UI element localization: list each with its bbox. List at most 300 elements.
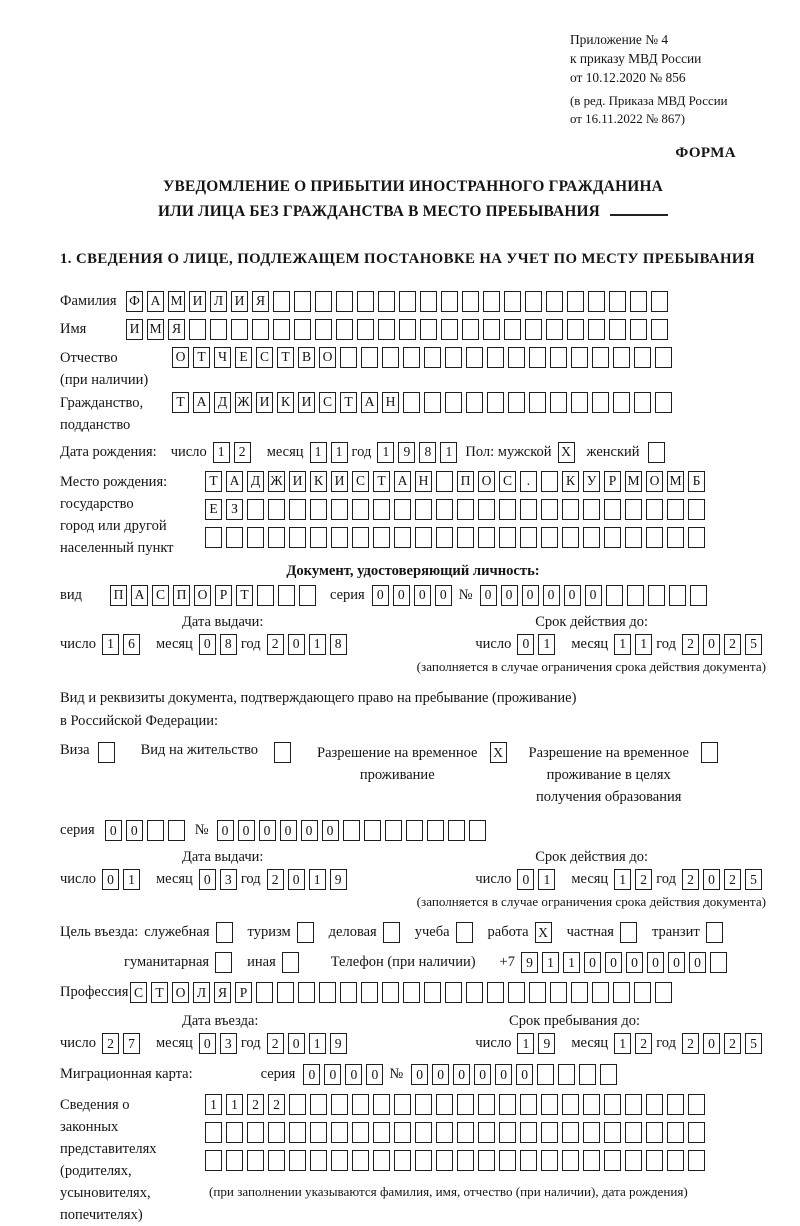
char-cell[interactable] [394,527,411,548]
char-cell[interactable] [445,392,462,413]
char-cell[interactable]: 0 [480,585,497,606]
char-cell[interactable]: 0 [105,820,122,841]
char-cell[interactable]: Ч [214,347,231,368]
char-cell[interactable] [394,1150,411,1171]
char-cell[interactable] [415,1094,432,1115]
char-cell[interactable] [525,319,542,340]
char-cell[interactable]: К [562,471,579,492]
char-cell[interactable] [420,291,437,312]
char-cell[interactable] [537,1064,554,1085]
char-cell[interactable] [289,499,306,520]
char-cell[interactable] [436,1122,453,1143]
char-cell[interactable]: В [298,347,315,368]
char-cell[interactable]: 2 [267,1033,284,1054]
char-cell[interactable]: 2 [635,869,652,890]
char-cell[interactable] [415,527,432,548]
char-cell[interactable] [336,291,353,312]
char-cell[interactable] [403,347,420,368]
char-cell[interactable]: И [331,471,348,492]
char-cell[interactable] [403,392,420,413]
char-cell[interactable] [373,499,390,520]
char-cell[interactable] [648,442,665,463]
char-cell[interactable] [646,527,663,548]
char-cell[interactable] [189,319,206,340]
char-cell[interactable] [648,585,665,606]
char-cell[interactable]: 0 [102,869,119,890]
char-cell[interactable] [382,347,399,368]
char-cell[interactable] [504,319,521,340]
char-cell[interactable] [529,347,546,368]
char-cell[interactable] [546,319,563,340]
char-cell[interactable]: 0 [366,1064,383,1085]
char-cell[interactable] [583,1094,600,1115]
char-cell[interactable] [504,291,521,312]
char-cell[interactable] [562,1122,579,1143]
char-cell[interactable] [604,1150,621,1171]
char-cell[interactable] [558,1064,575,1085]
char-cell[interactable] [268,527,285,548]
char-cell[interactable]: Б [688,471,705,492]
char-cell[interactable] [205,1150,222,1171]
char-cell[interactable]: 1 [614,869,631,890]
char-cell[interactable]: 0 [217,820,234,841]
char-cell[interactable]: 1 [440,442,457,463]
char-cell[interactable]: Т [193,347,210,368]
char-cell[interactable] [487,392,504,413]
char-cell[interactable]: И [256,392,273,413]
char-cell[interactable] [247,1122,264,1143]
char-cell[interactable]: И [189,291,206,312]
char-cell[interactable] [205,1122,222,1143]
char-cell[interactable] [588,291,605,312]
char-cell[interactable] [331,1122,348,1143]
char-cell[interactable] [520,1094,537,1115]
char-cell[interactable] [571,982,588,1003]
char-cell[interactable] [541,1122,558,1143]
char-cell[interactable] [562,1094,579,1115]
char-cell[interactable] [508,392,525,413]
char-cell[interactable] [403,982,420,1003]
char-cell[interactable] [667,499,684,520]
char-cell[interactable]: Е [235,347,252,368]
char-cell[interactable]: 8 [220,634,237,655]
char-cell[interactable] [690,585,707,606]
char-cell[interactable] [147,820,164,841]
char-cell[interactable] [415,1150,432,1171]
char-cell[interactable]: 0 [585,585,602,606]
char-cell[interactable] [466,982,483,1003]
char-cell[interactable] [634,392,651,413]
char-cell[interactable] [310,527,327,548]
char-cell[interactable]: 3 [220,869,237,890]
char-cell[interactable]: 9 [398,442,415,463]
char-cell[interactable]: 0 [703,634,720,655]
char-cell[interactable]: И [289,471,306,492]
char-cell[interactable] [646,1122,663,1143]
char-cell[interactable]: Ф [126,291,143,312]
char-cell[interactable] [651,291,668,312]
char-cell[interactable]: С [256,347,273,368]
char-cell[interactable] [436,1150,453,1171]
char-cell[interactable]: 1 [309,1033,326,1054]
char-cell[interactable] [579,1064,596,1085]
char-cell[interactable]: 1 [226,1094,243,1115]
char-cell[interactable] [331,499,348,520]
char-cell[interactable]: 0 [522,585,539,606]
char-cell[interactable] [508,347,525,368]
char-cell[interactable]: С [319,392,336,413]
char-cell[interactable]: 0 [288,869,305,890]
char-cell[interactable]: 1 [538,869,555,890]
char-cell[interactable]: 0 [303,1064,320,1085]
char-cell[interactable] [627,585,644,606]
char-cell[interactable]: 1 [102,634,119,655]
char-cell[interactable]: 6 [123,634,140,655]
char-cell[interactable]: З [226,499,243,520]
char-cell[interactable]: 0 [703,869,720,890]
char-cell[interactable]: 0 [703,1033,720,1054]
char-cell[interactable] [268,1150,285,1171]
char-cell[interactable]: Т [236,585,253,606]
char-cell[interactable]: 0 [668,952,685,973]
char-cell[interactable] [226,1122,243,1143]
char-cell[interactable] [361,347,378,368]
char-cell[interactable]: 2 [635,1033,652,1054]
char-cell[interactable]: 0 [322,820,339,841]
char-cell[interactable]: 0 [393,585,410,606]
char-cell[interactable] [441,291,458,312]
char-cell[interactable] [508,982,525,1003]
char-cell[interactable]: 5 [745,869,762,890]
char-cell[interactable]: Н [382,392,399,413]
char-cell[interactable] [373,1094,390,1115]
char-cell[interactable]: 0 [543,585,560,606]
char-cell[interactable] [499,527,516,548]
char-cell[interactable] [541,527,558,548]
char-cell[interactable] [710,952,727,973]
char-cell[interactable]: 3 [220,1033,237,1054]
char-cell[interactable]: 2 [267,869,284,890]
char-cell[interactable] [583,499,600,520]
char-cell[interactable]: 0 [516,1064,533,1085]
char-cell[interactable]: Ж [235,392,252,413]
char-cell[interactable]: Я [168,319,185,340]
char-cell[interactable] [424,347,441,368]
char-cell[interactable] [604,1094,621,1115]
char-cell[interactable] [315,291,332,312]
char-cell[interactable]: Т [277,347,294,368]
char-cell[interactable] [541,499,558,520]
char-cell[interactable]: Ж [268,471,285,492]
char-cell[interactable] [529,982,546,1003]
char-cell[interactable] [583,1150,600,1171]
char-cell[interactable]: Н [415,471,432,492]
char-cell[interactable]: Р [604,471,621,492]
char-cell[interactable]: А [361,392,378,413]
char-cell[interactable]: 2 [234,442,251,463]
char-cell[interactable] [385,820,402,841]
char-cell[interactable] [457,1094,474,1115]
char-cell[interactable]: 0 [199,1033,216,1054]
char-cell[interactable] [520,499,537,520]
char-cell[interactable]: 8 [330,634,347,655]
char-cell[interactable] [625,499,642,520]
char-cell[interactable]: Л [210,291,227,312]
char-cell[interactable] [609,291,626,312]
char-cell[interactable] [98,742,115,763]
char-cell[interactable] [256,982,273,1003]
char-cell[interactable]: 0 [199,634,216,655]
char-cell[interactable]: А [193,392,210,413]
char-cell[interactable]: 0 [435,585,452,606]
char-cell[interactable] [294,319,311,340]
char-cell[interactable] [487,982,504,1003]
char-cell[interactable] [457,1122,474,1143]
char-cell[interactable] [436,471,453,492]
char-cell[interactable] [604,499,621,520]
char-cell[interactable] [567,319,584,340]
char-cell[interactable] [483,291,500,312]
char-cell[interactable] [278,585,295,606]
char-cell[interactable]: 0 [414,585,431,606]
char-cell[interactable] [567,291,584,312]
char-cell[interactable] [478,499,495,520]
char-cell[interactable]: О [478,471,495,492]
char-cell[interactable]: П [110,585,127,606]
char-cell[interactable] [625,1094,642,1115]
char-cell[interactable]: А [394,471,411,492]
char-cell[interactable] [268,499,285,520]
char-cell[interactable] [620,922,637,943]
char-cell[interactable] [613,347,630,368]
char-cell[interactable] [298,982,315,1003]
char-cell[interactable] [205,527,222,548]
char-cell[interactable] [445,347,462,368]
char-cell[interactable] [336,319,353,340]
char-cell[interactable] [420,319,437,340]
char-cell[interactable] [436,1094,453,1115]
char-cell[interactable]: 9 [330,1033,347,1054]
char-cell[interactable] [399,291,416,312]
char-cell[interactable] [688,1094,705,1115]
char-cell[interactable] [331,1094,348,1115]
char-cell[interactable] [216,922,233,943]
char-cell[interactable] [487,347,504,368]
char-cell[interactable]: М [625,471,642,492]
char-cell[interactable] [478,1122,495,1143]
char-cell[interactable] [541,471,558,492]
char-cell[interactable] [168,820,185,841]
char-cell[interactable] [226,527,243,548]
char-cell[interactable]: 2 [724,634,741,655]
char-cell[interactable]: 2 [682,634,699,655]
char-cell[interactable] [541,1094,558,1115]
char-cell[interactable]: А [147,291,164,312]
char-cell[interactable]: 5 [745,1033,762,1054]
char-cell[interactable] [457,1150,474,1171]
char-cell[interactable]: 0 [564,585,581,606]
char-cell[interactable]: У [583,471,600,492]
char-cell[interactable] [483,319,500,340]
char-cell[interactable]: Р [235,982,252,1003]
char-cell[interactable]: Т [172,392,189,413]
char-cell[interactable]: 1 [538,634,555,655]
char-cell[interactable] [247,1150,264,1171]
char-cell[interactable] [273,319,290,340]
char-cell[interactable] [274,742,291,763]
char-cell[interactable] [315,319,332,340]
char-cell[interactable]: Р [215,585,232,606]
char-cell[interactable]: С [130,982,147,1003]
char-cell[interactable] [634,982,651,1003]
char-cell[interactable] [340,982,357,1003]
char-cell[interactable]: 1 [563,952,580,973]
char-cell[interactable] [625,1122,642,1143]
char-cell[interactable] [609,319,626,340]
char-cell[interactable]: 1 [614,1033,631,1054]
char-cell[interactable] [550,982,567,1003]
char-cell[interactable]: Т [205,471,222,492]
char-cell[interactable]: 1 [310,442,327,463]
char-cell[interactable] [319,982,336,1003]
char-cell[interactable] [277,982,294,1003]
char-cell[interactable] [562,527,579,548]
char-cell[interactable] [352,1150,369,1171]
char-cell[interactable] [546,291,563,312]
char-cell[interactable] [273,291,290,312]
char-cell[interactable] [625,1150,642,1171]
char-cell[interactable] [630,319,647,340]
char-cell[interactable]: С [352,471,369,492]
char-cell[interactable] [525,291,542,312]
char-cell[interactable]: 2 [247,1094,264,1115]
char-cell[interactable] [394,499,411,520]
char-cell[interactable]: Я [214,982,231,1003]
char-cell[interactable]: С [499,471,516,492]
char-cell[interactable] [289,527,306,548]
char-cell[interactable] [394,1122,411,1143]
char-cell[interactable] [331,1150,348,1171]
char-cell[interactable] [688,1150,705,1171]
char-cell[interactable] [613,982,630,1003]
char-cell[interactable]: 2 [724,1033,741,1054]
char-cell[interactable]: X [558,442,575,463]
char-cell[interactable] [373,527,390,548]
char-cell[interactable] [257,585,274,606]
char-cell[interactable] [478,1150,495,1171]
char-cell[interactable]: 9 [521,952,538,973]
char-cell[interactable] [394,1094,411,1115]
char-cell[interactable] [592,392,609,413]
char-cell[interactable]: 0 [495,1064,512,1085]
char-cell[interactable] [352,1094,369,1115]
char-cell[interactable]: П [457,471,474,492]
char-cell[interactable] [352,527,369,548]
char-cell[interactable] [604,527,621,548]
char-cell[interactable]: П [173,585,190,606]
char-cell[interactable] [520,527,537,548]
char-cell[interactable] [701,742,718,763]
char-cell[interactable] [499,1150,516,1171]
char-cell[interactable] [297,922,314,943]
char-cell[interactable]: К [277,392,294,413]
char-cell[interactable] [427,820,444,841]
char-cell[interactable]: 7 [123,1033,140,1054]
char-cell[interactable] [299,585,316,606]
char-cell[interactable] [352,1122,369,1143]
char-cell[interactable]: 1 [635,634,652,655]
char-cell[interactable] [352,499,369,520]
char-cell[interactable] [583,527,600,548]
char-cell[interactable]: Д [247,471,264,492]
char-cell[interactable] [378,319,395,340]
char-cell[interactable]: 0 [238,820,255,841]
char-cell[interactable] [499,1122,516,1143]
char-cell[interactable] [357,291,374,312]
char-cell[interactable] [415,499,432,520]
char-cell[interactable]: 0 [288,1033,305,1054]
char-cell[interactable]: 2 [724,869,741,890]
char-cell[interactable] [462,319,479,340]
char-cell[interactable] [667,1122,684,1143]
char-cell[interactable]: О [194,585,211,606]
char-cell[interactable]: 5 [745,634,762,655]
char-cell[interactable]: 0 [411,1064,428,1085]
char-cell[interactable] [466,347,483,368]
char-cell[interactable]: 1 [123,869,140,890]
char-cell[interactable] [378,291,395,312]
char-cell[interactable] [289,1094,306,1115]
char-cell[interactable]: А [226,471,243,492]
char-cell[interactable] [226,1150,243,1171]
char-cell[interactable]: 0 [626,952,643,973]
char-cell[interactable] [469,820,486,841]
char-cell[interactable] [520,1122,537,1143]
char-cell[interactable] [655,982,672,1003]
char-cell[interactable] [310,1122,327,1143]
char-cell[interactable] [706,922,723,943]
char-cell[interactable] [415,1122,432,1143]
char-cell[interactable] [606,585,623,606]
char-cell[interactable] [406,820,423,841]
char-cell[interactable] [448,820,465,841]
char-cell[interactable]: 9 [538,1033,555,1054]
char-cell[interactable]: X [490,742,507,763]
char-cell[interactable]: И [298,392,315,413]
char-cell[interactable]: М [667,471,684,492]
char-cell[interactable]: X [535,922,552,943]
char-cell[interactable] [655,392,672,413]
char-cell[interactable] [600,1064,617,1085]
char-cell[interactable]: 1 [205,1094,222,1115]
char-cell[interactable]: 0 [501,585,518,606]
char-cell[interactable] [252,319,269,340]
char-cell[interactable]: 0 [288,634,305,655]
char-cell[interactable] [340,347,357,368]
char-cell[interactable] [247,499,264,520]
char-cell[interactable]: Я [252,291,269,312]
char-cell[interactable] [592,347,609,368]
char-cell[interactable]: О [646,471,663,492]
char-cell[interactable]: 1 [377,442,394,463]
char-cell[interactable]: 1 [331,442,348,463]
char-cell[interactable]: Т [373,471,390,492]
char-cell[interactable] [436,499,453,520]
char-cell[interactable] [541,1150,558,1171]
char-cell[interactable]: 0 [259,820,276,841]
char-cell[interactable]: 0 [280,820,297,841]
char-cell[interactable] [571,392,588,413]
